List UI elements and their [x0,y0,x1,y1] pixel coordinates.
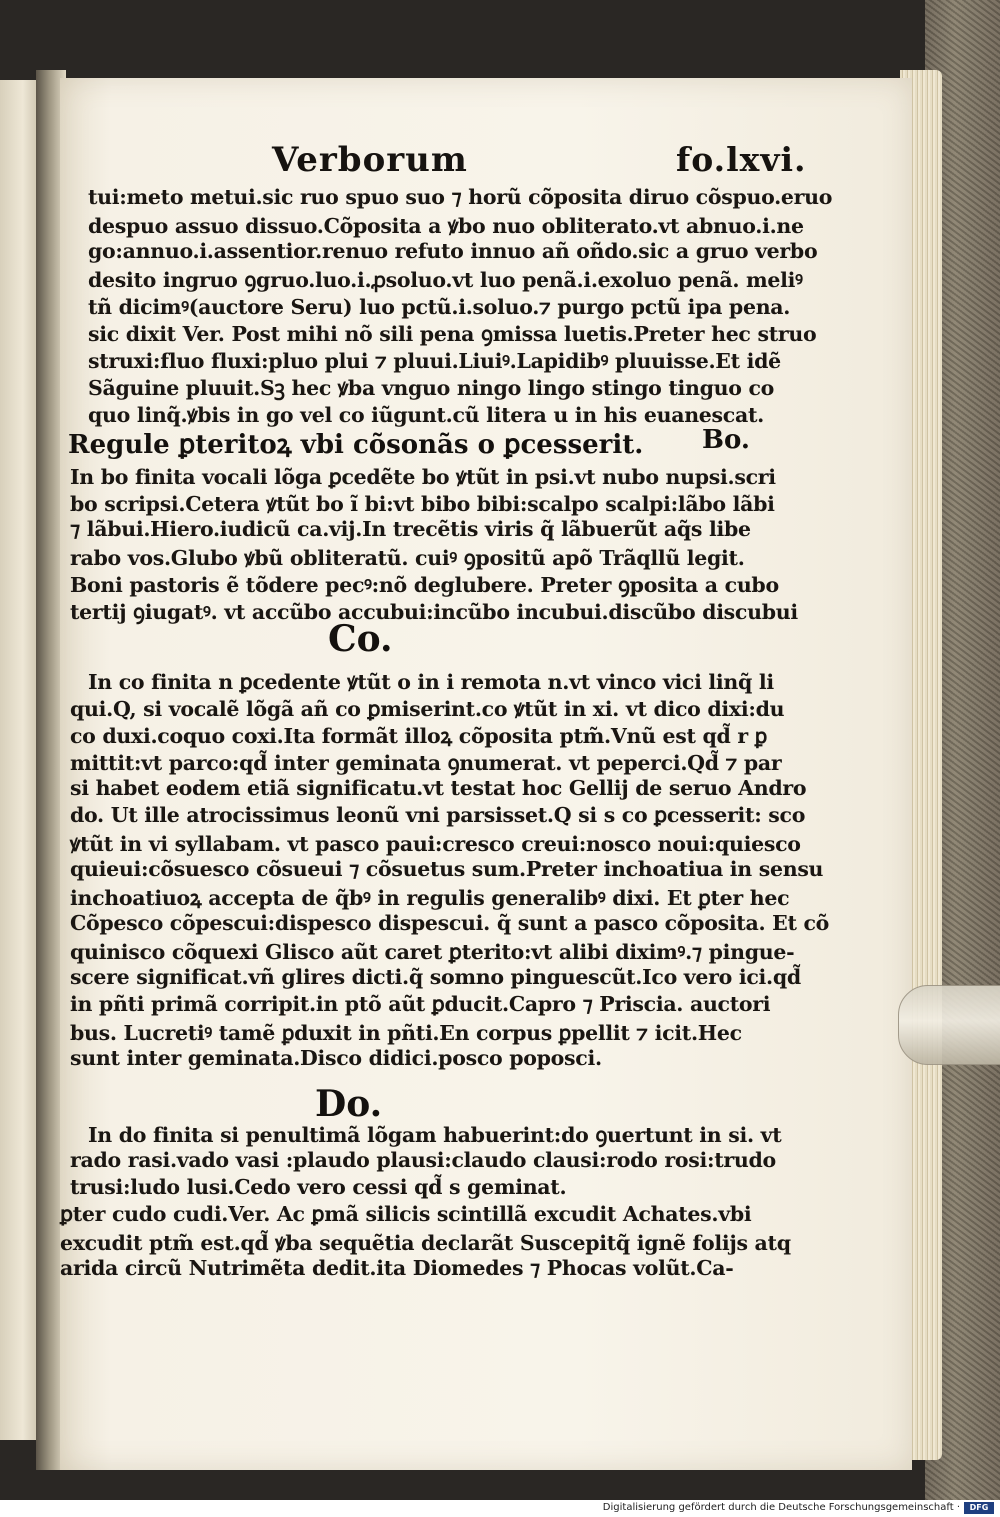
dfg-logo: DFG [964,1502,994,1514]
text-line: bus. Lucretiꝰ tamẽ ꝑduxit in pñti.En corpus ꝑpellit ⁊ icit.Hec [70,1021,742,1045]
section-heading-co: Co. [328,618,393,660]
text-line: ꝟtũt in vi syllabam. vt pasco paui:cresco creui:nosco noui:quiesco [70,832,801,856]
text-line: mittit:vt parco:qd̃ inter geminata ꝯnumerat. vt peperci.Qd̃ ⁊ par [70,751,782,775]
text-line: desito ingruo ꝯgruo.luo.i.ꝓsoluo.vt luo penã.i.exoluo penã. meliꝰ [88,268,803,292]
facing-page-strip [0,80,38,1440]
text-line: Boni pastoris ẽ tõdere pecꝰ:nõ deglubere. Preter ꝯposita a cubo [70,573,779,597]
text-line: excudit ptm̃ est.qd̃ ꝟba sequẽtia declarãt Suscepitq̃ ignẽ folijs atq [60,1231,791,1255]
footer-credit: Digitalisierung gefördert durch die Deutsche Forschungsgemeinschaft · [602,1502,960,1513]
text-line: ⁊ lãbui.Hiero.iudicũ ca.vij.In trecẽtis viris q̃ lãbuerũt aq̃s libe [70,517,751,541]
text-line: scere significat.vñ glires dicti.q̃ somno pinguescũt.Ico vero ici.qd̃ [70,965,801,989]
text-line: arida circũ Nutrimẽta dedit.ita Diomedes ⁊ Phocas volũt.Ca- [60,1256,734,1280]
text-line: sunt inter geminata.Disco didici.posco poposci. [70,1046,602,1070]
header-title: Verborum [272,140,468,180]
text-line: rabo vos.Glubo ꝟbũ obliteratũ. cuiꝰ ꝯpositũ apõ Trãqllũ legit. [70,546,745,570]
text-line: struxi:fluo fluxi:pluo plui ⁊ pluui.Liuiꝰ.Lapidibꝰ pluuisse.Et idẽ [88,349,781,373]
text-line: tui:meto metui.sic ruo spuo suo ⁊ horũ cõposita diruo cõspuo.eruo [88,185,833,209]
text-line: inchoatiuoꝝ accepta de q̃bꝰ in regulis generalibꝰ dixi. Et ꝑter hec [70,886,790,910]
section-heading-do: Do. [315,1083,383,1125]
text-line: bo scripsi.Cetera ꝟtũt bo ĩ bi:vt bibo bibi:scalpo scalpi:lãbo lãbi [70,492,775,516]
folio-number: fo.lxvi. [676,140,807,179]
text-line: In do finita si penultimã lõgam habuerint:do ꝯuertunt in si. vt [88,1123,782,1147]
text-line: In co finita n ꝑcedente ꝟtũt o in i remota n.vt vinco vici linq̃ li [88,670,774,694]
running-head [60,140,912,180]
text-line: ꝑter cudo cudi.Ver. Ac ꝑmã silicis scintillã excudit Achates.vbi [60,1202,752,1226]
text-line: sic dixit Ver. Post mihi nõ sili pena ꝯmissa luetis.Preter hec struo [88,322,817,346]
text-line: rado rasi.vado vasi :plaudo plausi:claudo clausi:rodo rosi:trudo [70,1148,776,1172]
text-line: go:annuo.i.assentior.renuo refuto innuo añ oñdo.sic a gruo verbo [88,239,818,263]
text-line: si habet eodem etiã significatu.vt testat hoc Gellij de seruo Andro [70,776,807,800]
text-line: quinisco cõquexi Glisco aũt caret ꝑterito:vt alibi diximꝰ.⁊ pingue- [70,940,795,964]
text-line: do. Ut ille atrocissimus leonũ vni parsisset.Q si s co ꝑcesserit: sco [70,803,806,827]
heading-tag: Bo. [702,425,750,455]
text-line: quo linq̃.ꝟbis in go vel co iũgunt.cũ litera u in his euanescat. [88,403,764,427]
text-line: trusi:ludo lusi.Cedo vero cessi qd̃ s geminat. [70,1175,567,1199]
text-line: tertij ꝯiugatꝰ. vt accũbo accubui:incũbo incubui.discũbo discubui [70,600,798,624]
text-line: quieui:cõsuesco cõsueui ⁊ cõsuetus sum.Preter inchoatiua in sensu [70,857,824,881]
text-line: Sãguine pluuit.Sꝫ hec ꝟba vnguo ningo lingo stingo tinguo co [88,376,775,400]
text-line: Cõpesco cõpescui:dispesco dispescui. q̃ sunt a pasco cõposita. Et cõ [70,911,830,935]
heading-text: Regule ꝑteritoꝝ vbi cõsonãs o ꝑcesserit. [68,430,644,460]
footer-bar [0,1500,1000,1517]
text-line: tñ dicimꝰ(auctore Seru) luo pctũ.i.soluo.⁊ purgo pctũ ipa pena. [88,295,791,319]
section-co [60,618,912,664]
text-line: co duxi.coquo coxi.Ita formãt illoꝝ cõposita ptm̃.Vnũ est qd̃ r ꝑ [70,724,768,748]
page-clip [898,985,1000,1065]
rule-heading [60,425,912,465]
text-line: qui.Q, si vocalẽ lõgã añ co ꝑmiserint.co ꝟtũt in xi. vt dico dixi:du [70,697,785,721]
text-line: despuo assuo dissuo.Cõposita a ꝟbo nuo obliterato.vt abnuo.i.ne [88,214,804,238]
text-line: in pñti primã corripit.in ptõ aũt ꝑducit.Capro ⁊ Priscia. auctori [70,992,771,1016]
text-line: In bo finita vocali lõga ꝑcedẽte bo ꝟtũt in psi.vt nubo nupsi.scri [70,465,776,489]
